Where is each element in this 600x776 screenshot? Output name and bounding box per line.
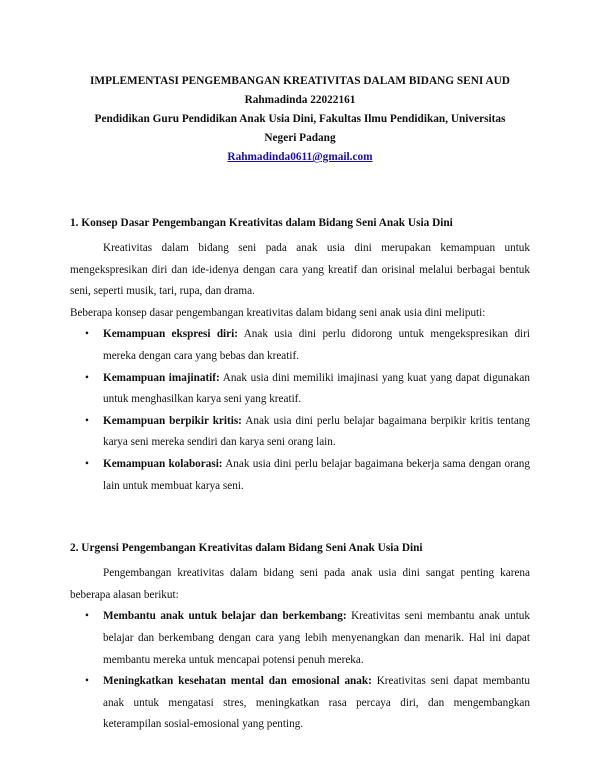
list-item	[70, 324, 530, 367]
section-2	[70, 539, 530, 736]
section-1-heading: 1. Konsep Dasar Pengembangan Kreativitas dalam Bidang Seni Anak Usia Dini	[70, 217, 453, 229]
affiliation-line-1: Pendidikan Guru Pendidikan Anak Usia Dini, Fakultas Ilmu Pendidikan, Universitas	[94, 113, 506, 125]
list-item-term: Kemampuan imajinatif:	[103, 371, 220, 384]
list-item-term: Kemampuan berpikir kritis:	[103, 414, 242, 427]
bullet-icon: •	[85, 371, 89, 384]
document-header	[60, 72, 540, 167]
bullet-icon: •	[85, 414, 89, 427]
list-item-text: Anak usia dini memiliki imajinasi yang kuat yang dapat digunakan untuk menghasilkan karya seni yang kreatif.	[103, 371, 530, 406]
list-item	[70, 606, 530, 671]
bullet-icon: •	[85, 328, 89, 341]
author-line: Rahmadinda 22022161	[244, 94, 356, 106]
list-item-text: Kreativitas seni dapat membantu anak untuk mengatasi stres, meningkatkan rasa percaya diri, dan mengembangkan keterampilan sosial-emosional yang penting.	[103, 675, 530, 731]
section-2-list	[70, 606, 530, 736]
list-item	[70, 411, 530, 454]
bullet-icon: •	[85, 457, 89, 470]
section-1	[70, 214, 530, 497]
list-item-text: Anak usia dini perlu didorong untuk mengekspresikan diri mereka dengan cara yang bebas dan kreatif.	[103, 328, 530, 362]
email-link[interactable]: Rahmadinda0611@gmail.com	[227, 151, 373, 163]
list-item-text: Kreativitas seni membantu anak untuk belajar dan berkembang dengan cara yang lebih menyenangkan dan menarik. Hal ini dapat membantu mereka untuk mencapai potensi penuh mereka.	[103, 610, 530, 666]
list-item-text: Anak usia dini perlu belajar bagaimana berpikir kritis tentang karya seni mereka sendiri dan karya seni orang lain.	[103, 414, 530, 449]
list-item-term: Meningkatkan kesehatan mental dan emosional anak:	[103, 675, 372, 688]
list-item-term: Kemampuan kolaborasi:	[103, 457, 223, 470]
section-1-intro: Beberapa konsep dasar pengembangan kreativitas dalam bidang seni anak usia dini meliputi:	[70, 306, 486, 319]
list-item-text: Anak usia dini perlu belajar bagaimana bekerja sama dengan orang lain untuk membuat karya seni.	[103, 457, 530, 492]
document-title: IMPLEMENTASI PENGEMBANGAN KREATIVITAS DALAM BIDANG SENI AUD	[90, 75, 510, 87]
document-body	[70, 214, 530, 736]
section-2-heading: 2. Urgensi Pengembangan Kreativitas dalam Bidang Seni Anak Usia Dini	[70, 542, 423, 555]
section-1-paragraph: Kreativitas dalam bidang seni pada anak usia dini merupakan kemampuan untuk mengekspresikan diri dan ide-idenya dengan cara yang kreatif dan orisinal melalui berbagai bentuk seni, seperti musik, tari, rupa, dan drama.	[70, 242, 530, 298]
section-2-paragraph: Pengembangan kreativitas dalam bidang seni pada anak usia dini sangat penting karena beberapa alasan berikut:	[70, 567, 530, 601]
list-item	[70, 454, 530, 497]
affiliation-line-2: Negeri Padang	[264, 132, 336, 144]
list-item	[70, 671, 530, 736]
list-item	[70, 368, 530, 411]
bullet-icon: •	[85, 675, 89, 688]
bullet-icon: •	[85, 610, 89, 623]
list-item-term: Membantu anak untuk belajar dan berkembang:	[103, 610, 347, 623]
list-item-term: Kemampuan ekspresi diri:	[103, 328, 238, 341]
section-1-list	[70, 324, 530, 497]
